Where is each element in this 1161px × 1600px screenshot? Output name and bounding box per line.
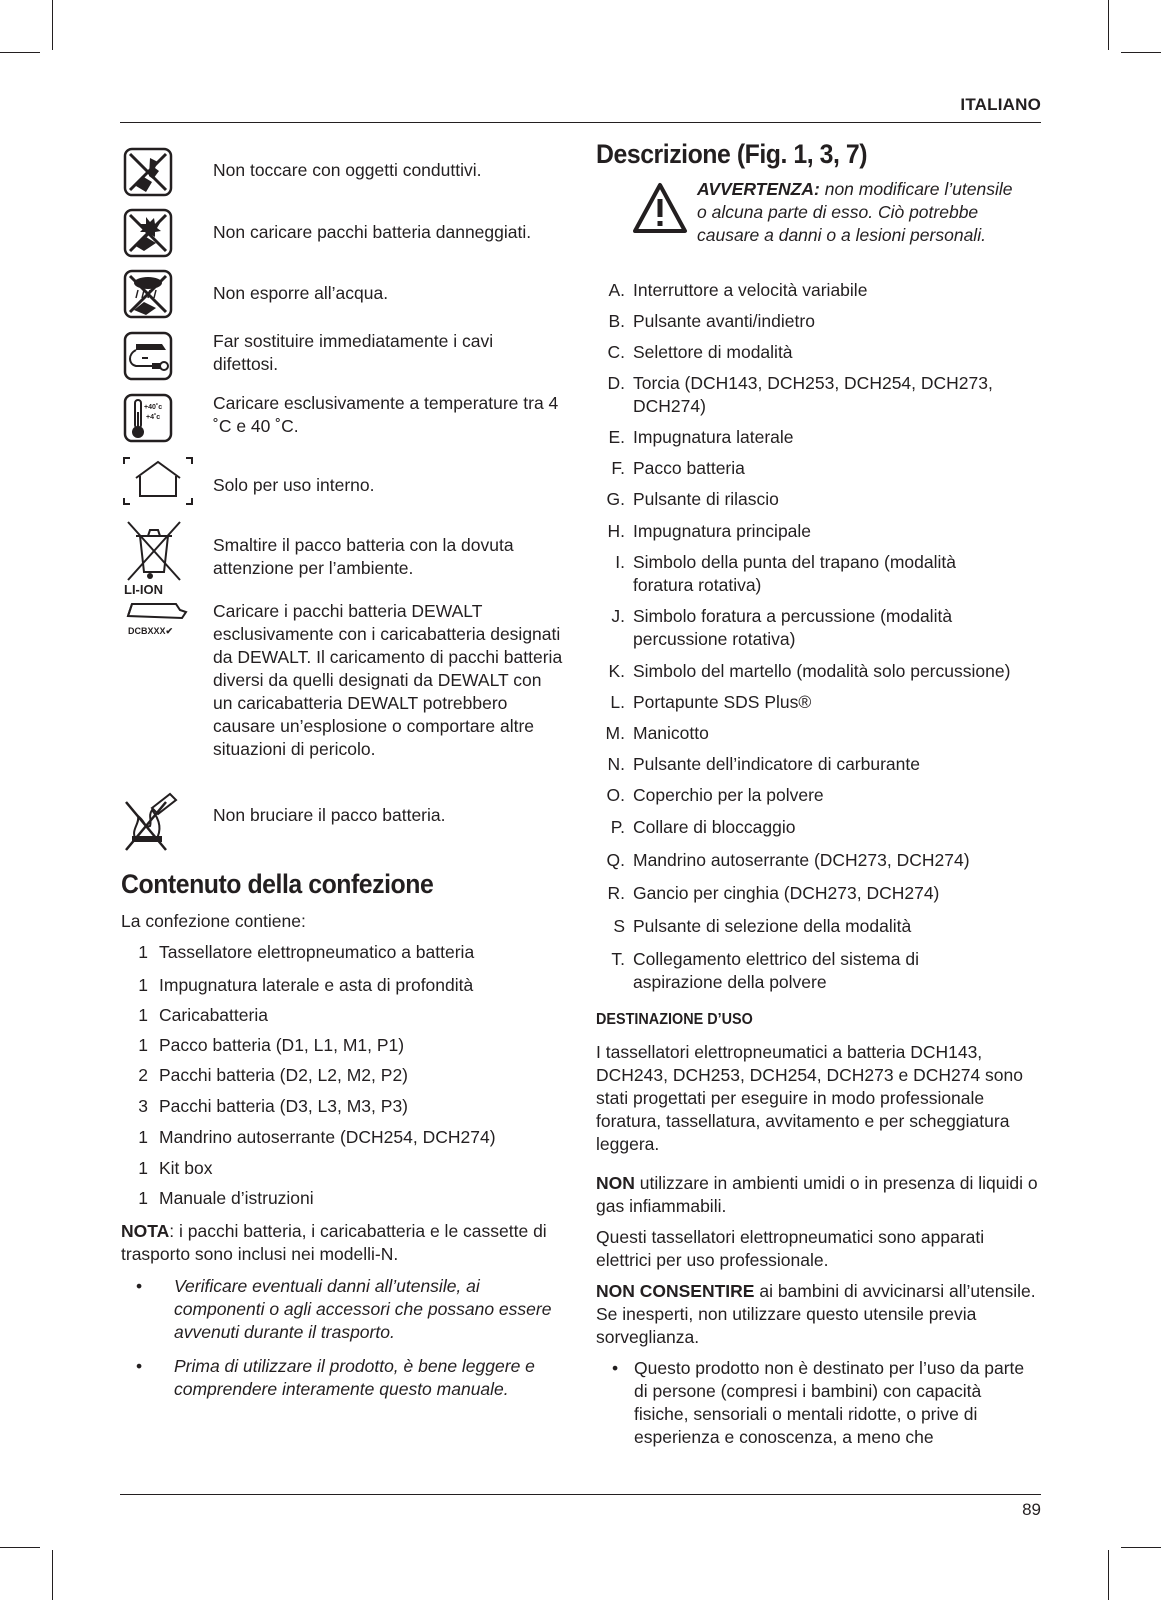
crop-mark: [0, 1547, 40, 1548]
part-text: Pacco batteria: [633, 458, 745, 478]
part-letter: P.: [610, 817, 625, 837]
no-conductive-objects-icon: [122, 146, 182, 206]
crop-mark: [52, 1550, 53, 1600]
note-text: : i pacchi batteria, i caricabatteria e le cassette di trasporto sono inclusi nei modelli-N.: [121, 1221, 547, 1264]
replace-cord-icon: [122, 330, 182, 390]
crop-mark: [1108, 1550, 1109, 1600]
warning-triangle-icon: [632, 182, 688, 234]
part-text: Impugnatura principale: [633, 521, 812, 541]
p2-bold: NON: [596, 1173, 635, 1193]
item-qty: 1: [138, 1035, 148, 1055]
part-letter: G.: [606, 489, 625, 509]
part-letter: B.: [608, 311, 625, 331]
note-label: NOTA: [121, 1221, 170, 1241]
bullet-text: Questo prodotto non è destinato per l’uso da parte di persone (compresi i bambini) con capacità fisiche, sensoriali o mentali ridotte, o prive di esperienza e conoscenza, a meno che: [634, 1358, 1025, 1447]
symbol-text: Smaltire il pacco batteria con la dovuta attenzione per l’ambiente.: [213, 535, 514, 578]
page-number: 89: [1022, 1500, 1041, 1519]
symbol-text: Caricare esclusivamente a temperature tra 4 ˚C e 40 ˚C.: [213, 393, 559, 436]
part-text: Mandrino autoserrante (DCH273, DCH274): [633, 850, 970, 870]
bullet-dot: •: [612, 1358, 619, 1378]
item-qty: 1: [138, 1158, 148, 1178]
p2-text: utilizzare in ambienti umidi o in presenza di liquidi o gas infiammabili.: [596, 1173, 1038, 1216]
part-text: Collegamento elettrico del sistema di aspirazione della polvere: [633, 949, 919, 992]
part-letter: S: [613, 916, 625, 936]
part-text: Pulsante dell’indicatore di carburante: [633, 754, 920, 774]
part-letter: J.: [611, 606, 625, 626]
item-desc: Tassellatore elettropneumatico a batteria: [159, 942, 475, 962]
symbol-text: Solo per uso interno.: [213, 475, 375, 495]
warning-body: non modificare l’utensile o alcuna parte di esso. Ciò potrebbe causare a danni o a lesioni personali.: [697, 179, 1013, 245]
part-text: Simbolo del martello (modalità solo percussione): [633, 661, 1011, 681]
contents-intro: La confezione contiene:: [121, 911, 306, 931]
part-letter: R.: [607, 883, 625, 903]
part-letter: L.: [610, 692, 625, 712]
symbol-text: Non toccare con oggetti conduttivi.: [213, 160, 482, 180]
intended-use-p4: [596, 1280, 1041, 1349]
part-text: Selettore di modalità: [633, 342, 793, 362]
symbol-text: Far sostituire immediatamente i cavi difettosi.: [213, 331, 494, 374]
intended-use-p2: [596, 1172, 1041, 1218]
item-qty: 2: [138, 1065, 148, 1085]
part-text: Impugnatura laterale: [633, 427, 794, 447]
warning-text: [697, 178, 1027, 247]
p4-text: ai bambini di avvicinarsi all’utensile. Se inesperti, non utilizzare questo utensile previa sorveglianza.: [596, 1281, 1036, 1347]
no-water-icon: [122, 268, 182, 328]
crop-mark: [1121, 1547, 1161, 1548]
item-desc: Pacchi batteria (D3, L3, M3, P3): [159, 1096, 408, 1116]
part-text: Pulsante di rilascio: [633, 489, 779, 509]
part-letter: C.: [607, 342, 625, 362]
item-desc: Impugnatura laterale e asta di profondità: [159, 975, 474, 995]
part-letter: E.: [608, 427, 625, 447]
item-desc: Kit box: [159, 1158, 213, 1178]
symbol-text: Non bruciare il pacco batteria.: [213, 805, 446, 825]
part-letter: A.: [608, 280, 625, 300]
contents-title: Contenuto della confezione: [121, 869, 434, 899]
part-text: Pulsante avanti/indietro: [633, 311, 815, 331]
item-qty: 3: [138, 1096, 148, 1116]
item-desc: Mandrino autoserrante (DCH254, DCH274): [159, 1127, 496, 1147]
item-desc: Caricabatteria: [159, 1005, 268, 1025]
item-desc: Manuale d’istruzioni: [159, 1188, 314, 1208]
header-rule: [120, 122, 1041, 123]
crop-mark: [52, 0, 53, 50]
part-letter: D.: [607, 373, 625, 393]
indoor-use-icon: [122, 456, 194, 506]
part-text: Coperchio per la polvere: [633, 785, 824, 805]
part-text: Gancio per cinghia (DCH273, DCH274): [633, 883, 940, 903]
crop-mark: [0, 52, 40, 53]
item-qty: 1: [138, 1127, 148, 1147]
part-letter: I.: [615, 552, 625, 572]
li-ion-label: LI-ION: [124, 582, 163, 597]
warning-label: AVVERTENZA:: [697, 179, 820, 199]
bullet-text: Prima di utilizzare il prodotto, è bene leggere e comprendere interamente questo manuale.: [174, 1356, 535, 1399]
temperature-icon: [122, 392, 182, 452]
part-text: Simbolo foratura a percussione (modalità percussione rotativa): [633, 606, 953, 649]
bullet-dot: •: [136, 1356, 143, 1376]
item-desc: Pacchi batteria (D2, L2, M2, P2): [159, 1065, 408, 1085]
item-qty: 1: [138, 975, 148, 995]
item-qty: 1: [138, 1188, 148, 1208]
part-text: Manicotto: [633, 723, 709, 743]
crop-mark: [1108, 0, 1109, 50]
dewalt-pack-icon: [122, 598, 188, 638]
part-text: Simbolo della punta del trapano (modalità foratura rotativa): [633, 552, 956, 595]
symbol-text: Non caricare pacchi batteria danneggiati.: [213, 222, 532, 242]
crop-mark: [1121, 52, 1161, 53]
part-letter: M.: [605, 723, 625, 743]
part-letter: T.: [611, 949, 625, 969]
intended-use-title: DESTINAZIONE D’USO: [596, 1011, 753, 1028]
intended-use-p1: I tassellatori elettropneumatici a batteria DCH143, DCH243, DCH253, DCH254, DCH273 e DCH274 sono stati progettati per eseguire in modo professionale foratura, tassellatura, avvitamento e per scheggiatura leggera.: [596, 1042, 1023, 1154]
part-text: Torcia (DCH143, DCH253, DCH254, DCH273, DCH274): [633, 373, 993, 416]
part-letter: F.: [611, 458, 625, 478]
item-qty: 1: [138, 942, 148, 962]
part-letter: Q.: [606, 850, 625, 870]
bullet-dot: •: [136, 1276, 143, 1296]
part-text: Collare di bloccaggio: [633, 817, 796, 837]
part-text: Portapunte SDS Plus®: [633, 692, 812, 712]
recycle-bin-icon: [122, 520, 186, 598]
p4-bold: NON CONSENTIRE: [596, 1281, 755, 1301]
item-qty: 1: [138, 1005, 148, 1025]
intended-use-p3: Questi tassellatori elettropneumatici sono apparati elettrici per uso professionale.: [596, 1227, 985, 1270]
symbol-text: Non esporre all’acqua.: [213, 283, 389, 303]
dcbxxx-label: DCBXXX✔: [128, 626, 174, 636]
no-fire-icon: [122, 790, 184, 852]
part-letter: N.: [607, 754, 625, 774]
part-letter: O.: [606, 785, 625, 805]
language-header: ITALIANO: [960, 95, 1041, 114]
contents-note: [121, 1220, 566, 1266]
part-letter: H.: [607, 521, 625, 541]
temp-low-label: +4˚c: [146, 414, 161, 421]
bullet-text: Verificare eventuali danni all’utensile, ai componenti o agli accessori che possano essere avvenuti durante il trasporto.: [174, 1276, 552, 1342]
item-desc: Pacco batteria (D1, L1, M1, P1): [159, 1035, 405, 1055]
part-letter: K.: [608, 661, 625, 681]
description-title: Descrizione (Fig. 1, 3, 7): [596, 139, 868, 169]
footer-rule: [120, 1494, 1041, 1495]
part-text: Interruttore a velocità variabile: [633, 280, 868, 300]
symbol-text: Caricare i pacchi batteria DEWALT esclusivamente con i caricabatteria designati da DEWALT. Il caricamento di pacchi batteria diversi da quelli designati da DEWALT con un caricabatteria DEWALT potrebbero causare un’esplosione o comportare altre situazioni di pericolo.: [213, 601, 563, 759]
no-damaged-pack-icon: [122, 207, 182, 267]
part-text: Pulsante di selezione della modalità: [633, 916, 912, 936]
temp-high-label: +40˚c: [144, 404, 163, 411]
